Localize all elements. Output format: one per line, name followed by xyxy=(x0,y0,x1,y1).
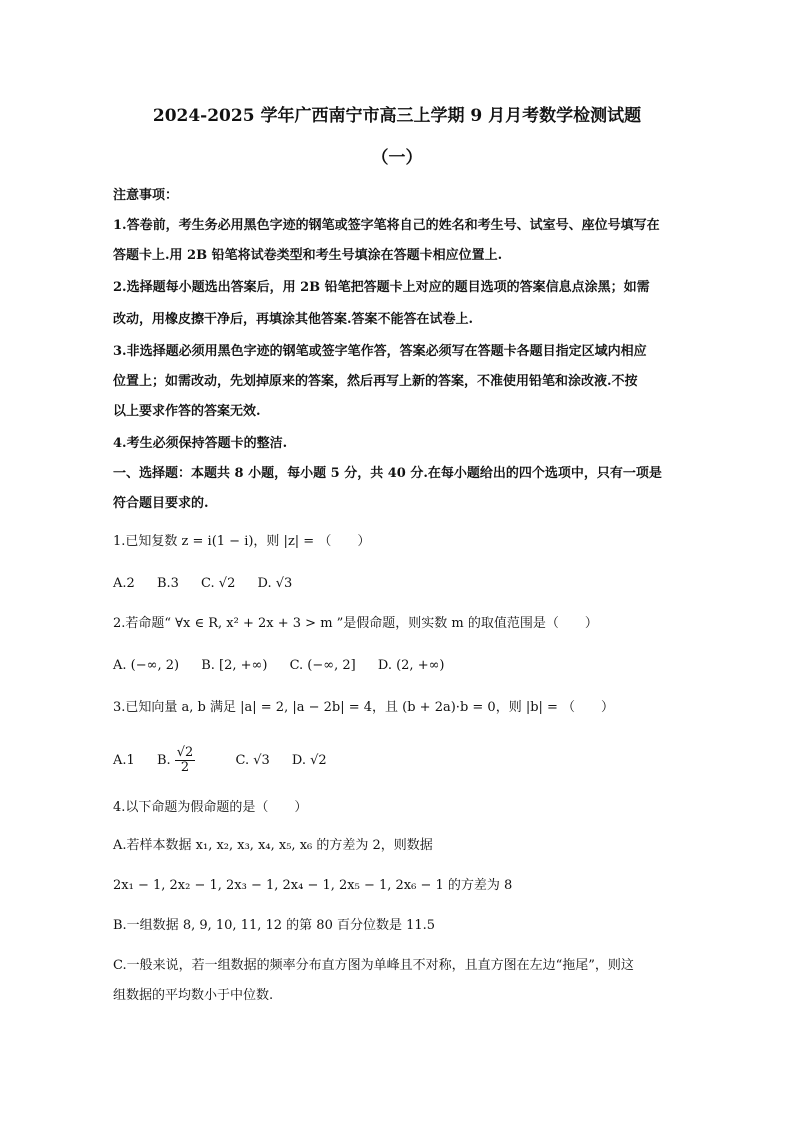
exam-title-part: （一） xyxy=(371,148,423,168)
fraction-numerator: √2 xyxy=(176,745,194,760)
section-heading-line-2: 符合题目要求的. xyxy=(113,496,209,511)
question-1-stem: 1.已知复数 z = i(1 − i)，则 |z| = （ ） xyxy=(113,534,371,549)
q4-option-b: B.一组数据 8, 9, 10, 11, 12 的第 80 百分位数是 11.5 xyxy=(113,918,436,933)
section-heading-line-1: 一、选择题：本题共 8 小题，每小题 5 分，共 40 分.在每小题给出的四个选项中，只有一项是 xyxy=(113,466,662,481)
q4-option-a-line-2: 2x₁ − 1, 2x₂ − 1, 2x₃ − 1, 2x₄ − 1, 2x₅ − 1, 2x₆ − 1 的方差为 8 xyxy=(113,878,513,893)
q4-option-c-line-2: 组数据的平均数小于中位数. xyxy=(113,988,274,1003)
question-1-options xyxy=(113,574,682,594)
q2-option-c: C. (−∞, 2] xyxy=(289,658,356,673)
q1-option-b: B.3 xyxy=(156,576,179,591)
q3-option-b xyxy=(157,746,213,776)
q4-option-a-line-1: A.若样本数据 x₁, x₂, x₃, x₄, x₅, x₆ 的方差为 2，则数据 xyxy=(113,838,433,853)
q2-option-a: A. (−∞, 2) xyxy=(113,658,180,673)
q1-option-c: C. √2 xyxy=(201,576,236,591)
q3-option-a: A.1 xyxy=(113,753,135,768)
q3-option-b-label: B. xyxy=(156,753,171,768)
fraction-denominator: 2 xyxy=(180,760,190,775)
question-4-stem: 4.以下命题为假命题的是（ ） xyxy=(113,800,308,815)
question-3-options xyxy=(113,746,682,776)
note-3-line-3: 以上要求作答的答案无效. xyxy=(113,404,261,419)
note-2-line-2: 改动，用橡皮擦干净后，再填涂其他答案.答案不能答在试卷上. xyxy=(113,312,474,327)
q3-option-b-fraction xyxy=(175,746,214,775)
q2-option-d: D. (2, +∞) xyxy=(377,658,445,673)
notes-heading: 注意事项： xyxy=(113,188,179,203)
question-3-stem: 3.已知向量 a, b 满足 |a| = 2, |a − 2b| = 4，且 (b + 2a)·b = 0，则 |b| = （ ） xyxy=(113,700,615,715)
exam-title: 2024-2025 学年广西南宁市高三上学期 9 月月考数学检测试题 xyxy=(152,106,642,126)
note-3-line-2: 位置上；如需改动，先划掉原来的答案，然后再写上新的答案，不准使用铅笔和涂改液.不按 xyxy=(113,374,638,389)
q3-option-d: D. √2 xyxy=(291,753,327,768)
q3-option-c: C. √3 xyxy=(235,753,270,768)
q1-option-a: A.2 xyxy=(113,576,135,591)
q1-option-d: D. √3 xyxy=(257,576,293,591)
question-2-stem: 2.若命题“ ∀x ∈ R, x² + 2x + 3 > m ”是假命题，则实数 m 的取值范围是（ ） xyxy=(113,616,598,631)
question-2-options xyxy=(113,656,682,676)
note-1-line-1: 1.答卷前，考生务必用黑色字迹的钢笔或签字笔将自己的姓名和考生号、试室号、座位号填写在 xyxy=(113,218,660,233)
q2-option-b: B. [2, +∞) xyxy=(201,658,268,673)
note-4: 4.考生必须保持答题卡的整洁. xyxy=(113,436,288,451)
note-3-line-1: 3.非选择题必须用黑色字迹的钢笔或签字笔作答，答案必须写在答题卡各题目指定区域内相应 xyxy=(113,344,647,359)
note-1-line-2: 答题卡上.用 2B 铅笔将试卷类型和考生号填涂在答题卡相应位置上. xyxy=(113,248,503,263)
q4-option-c-line-1: C.一般来说，若一组数据的频率分布直方图为单峰且不对称，且直方图在左边“拖尾”，则这 xyxy=(113,958,634,973)
note-2-line-1: 2.选择题每小题选出答案后，用 2B 铅笔把答题卡上对应的题目选项的答案信息点涂黑；如需 xyxy=(113,280,650,295)
